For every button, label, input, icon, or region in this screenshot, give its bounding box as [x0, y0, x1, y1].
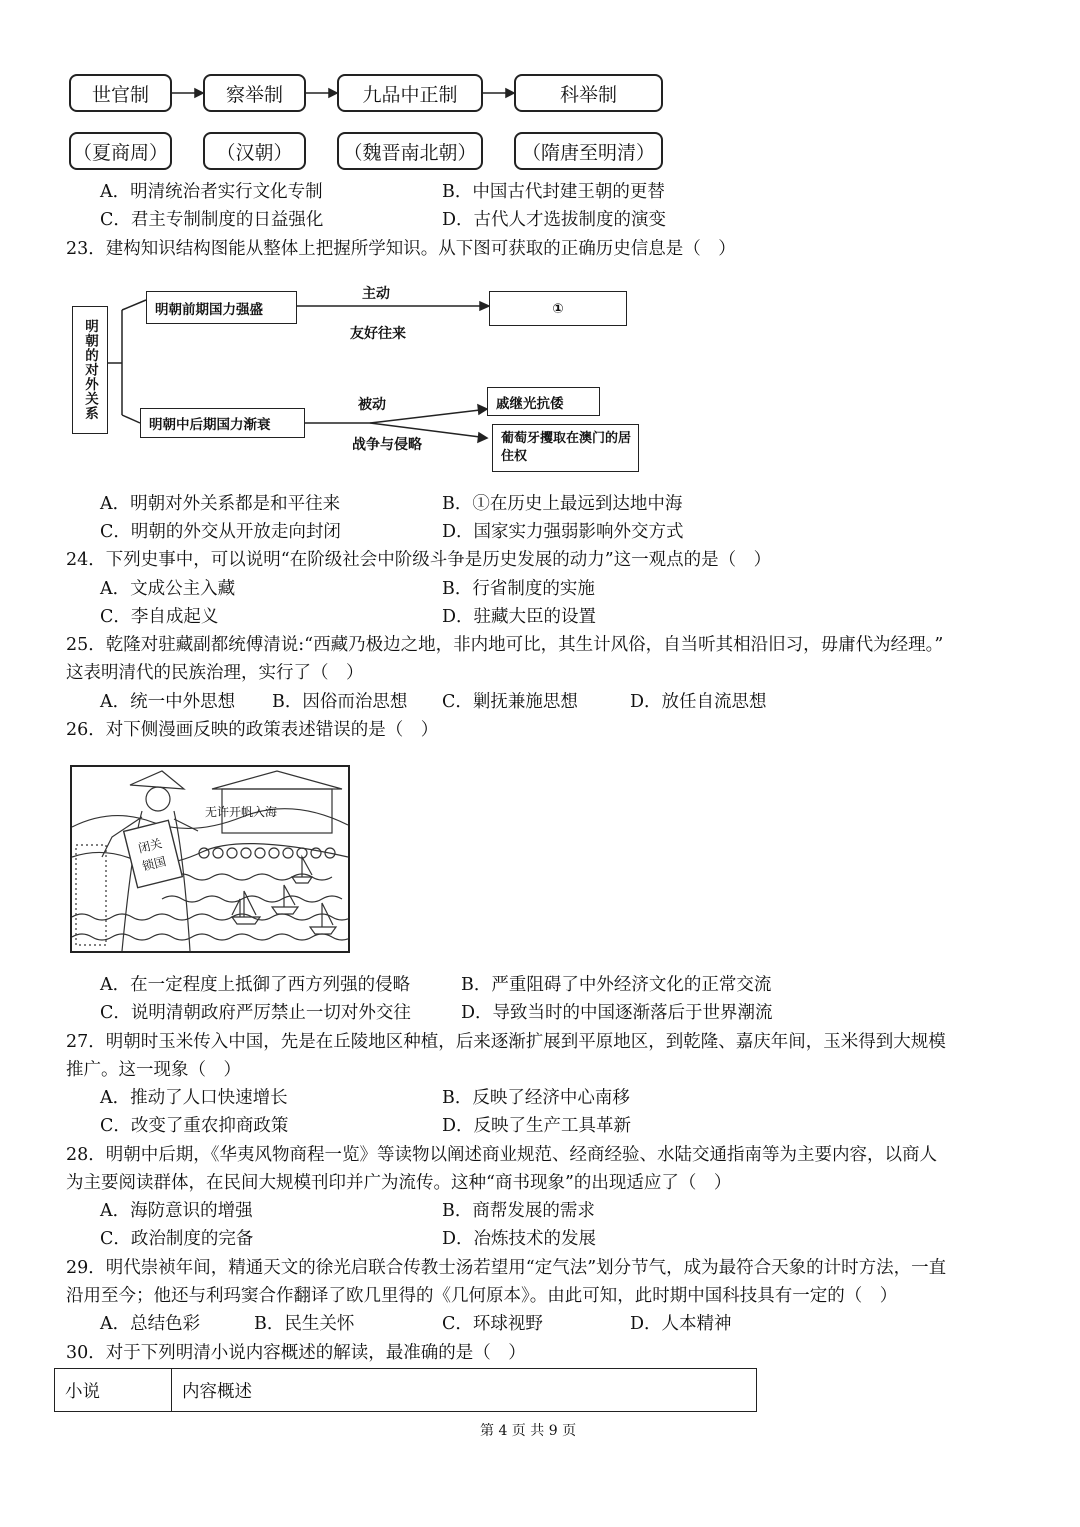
q27-stem-line2: 推广。这一现象（ ） [66, 1060, 241, 1080]
q27-option-c: C．改变了重农抑商政策 [100, 1116, 289, 1136]
period-box-xiashangzhou: （夏商周） [69, 132, 172, 170]
q29-option-b: B．民生关怀 [254, 1314, 355, 1334]
diagram-label-active: 主动 [362, 286, 390, 302]
q23-option-c: C．明朝的外交从开放走向封闭 [100, 522, 341, 542]
q25-option-c: C．剿抚兼施思想 [442, 692, 578, 712]
q29-option-a: A．总结色彩 [100, 1314, 201, 1334]
q28-option-b: B．商帮发展的需求 [442, 1201, 595, 1221]
q26-cartoon [70, 765, 350, 953]
q26-stem: 26．对下侧漫画反映的政策表述错误的是（ ） [66, 720, 439, 740]
diagram-qi-jiguang: 戚继光抗倭 [487, 387, 600, 416]
q25-stem-line1: 25．乾隆对驻藏副都统傅清说:“西藏乃极边之地，非内地可比，其生计风俗，自当听其相沿旧习，毋庸代为经理。” [66, 635, 944, 655]
q27-option-b: B．反映了经济中心南移 [442, 1088, 630, 1108]
q29-stem-line1: 29．明代崇祯年间，精通天文的徐光启联合传教士汤若望用“定气法”划分节气，成为最符合天象的计时方法，一直 [66, 1258, 947, 1278]
q23-stem: 23．建构知识结构图能从整体上把握所学知识。从下图可获取的正确历史信息是（ ） [66, 239, 736, 259]
q26-option-b: B．严重阻碍了中外经济文化的正常交流 [461, 975, 772, 995]
q22-option-b: B．中国古代封建王朝的更替 [442, 182, 665, 202]
diagram-root: 明朝的对外关系 [72, 306, 108, 434]
flow-arrows [0, 0, 700, 130]
flow-box-chajuzhi: 察举制 [203, 74, 306, 112]
q27-option-a: A．推动了人口快速增长 [100, 1088, 288, 1108]
q25-stem-line2: 这表明清代的民族治理，实行了（ ） [66, 663, 364, 683]
q26-option-c: C．说明清朝政府严厉禁止一切对外交往 [100, 1003, 411, 1023]
q26-option-a: A．在一定程度上抵御了西方列强的侵略 [100, 975, 411, 995]
q24-option-c: C．李自成起义 [100, 607, 219, 627]
q28-option-d: D．冶炼技术的发展 [442, 1229, 597, 1249]
cartoon-banner: 无许开帆入海 [205, 805, 278, 819]
period-box-weijin: （魏晋南北朝） [337, 132, 483, 170]
table-row [55, 1369, 757, 1412]
q30-table [54, 1368, 757, 1412]
flow-box-jiupin: 九品中正制 [337, 74, 483, 112]
diagram-slot-1: ① [489, 291, 627, 326]
q28-stem-line2: 为主要阅读群体，在民间大规模刊印并广为流传。这种“商书现象”的出现适应了（ ） [66, 1173, 732, 1193]
q25-option-a: A．统一中外思想 [100, 692, 236, 712]
q29-stem-line2: 沿用至今；他还与利玛窦合作翻译了欧几里得的《几何原本》。由此可知，此时期中国科技具有一定的（ ） [66, 1286, 898, 1306]
cartoon-drawing [72, 767, 348, 951]
q27-option-d: D．反映了生产工具革新 [442, 1116, 632, 1136]
diagram-early-ming: 明朝前期国力强盛 [146, 291, 297, 324]
diagram-late-ming: 明朝中后期国力渐衰 [140, 408, 305, 438]
q25-option-b: B．因俗而治思想 [272, 692, 408, 712]
q23-option-d: D．国家实力强弱影响外交方式 [442, 522, 684, 542]
q22-option-c: C．君主专制制度的日益强化 [100, 210, 324, 230]
q30-stem: 30．对于下列明清小说内容概述的解读，最准确的是（ ） [66, 1343, 526, 1363]
page-footer: 第 4 页 共 9 页 [480, 1423, 577, 1439]
cartoon-sign-bottom: 锁国 [140, 854, 168, 874]
q28-option-a: A．海防意识的增强 [100, 1201, 253, 1221]
q24-option-b: B．行省制度的实施 [442, 579, 595, 599]
q29-option-c: C．环球视野 [442, 1314, 543, 1334]
q24-option-a: A．文成公主入藏 [100, 579, 236, 599]
q29-option-d: D．人本精神 [630, 1314, 732, 1334]
q22-option-a: A．明清统治者实行文化专制 [100, 182, 323, 202]
table-header-summary: 内容概述 [172, 1369, 757, 1412]
q23-option-a: A．明朝对外关系都是和平往来 [100, 494, 341, 514]
q28-option-c: C．政治制度的完备 [100, 1229, 254, 1249]
period-box-han: （汉朝） [203, 132, 306, 170]
q24-stem: 24．下列史事中，可以说明“在阶级社会中阶级斗争是历史发展的动力”这一观点的是（ ） [66, 550, 772, 570]
q24-option-d: D．驻藏大臣的设置 [442, 607, 597, 627]
flow-box-shiguanzhi: 世官制 [69, 74, 172, 112]
diagram-label-passive: 被动 [358, 397, 386, 413]
period-box-suitang: （隋唐至明清） [514, 132, 663, 170]
q22-option-d: D．古代人才选拔制度的演变 [442, 210, 667, 230]
q27-stem-line1: 27．明朝时玉米传入中国，先是在丘陵地区种植，后来逐渐扩展到平原地区，到乾隆、嘉庆年间，玉米得到大规模 [66, 1032, 946, 1052]
flow-box-keju: 科举制 [514, 74, 663, 112]
q28-stem-line1: 28．明朝中后期，《华夷风物商程一览》等读物以阐述商业规范、经商经验、水陆交通指南等为主要内容，以商人 [66, 1145, 938, 1165]
cartoon-sign-top: 闭关 [136, 836, 164, 856]
diagram-label-friendly: 友好往来 [350, 326, 406, 342]
diagram-label-war: 战争与侵略 [352, 437, 422, 453]
q23-option-b: B．①在历史上最远到达地中海 [442, 494, 683, 514]
q25-option-d: D．放任自流思想 [630, 692, 767, 712]
q26-option-d: D．导致当时的中国逐渐落后于世界潮流 [461, 1003, 773, 1023]
diagram-portugal-macau: 葡萄牙攫取在澳门的居住权 [492, 424, 639, 472]
table-header-novel: 小说 [55, 1369, 172, 1412]
